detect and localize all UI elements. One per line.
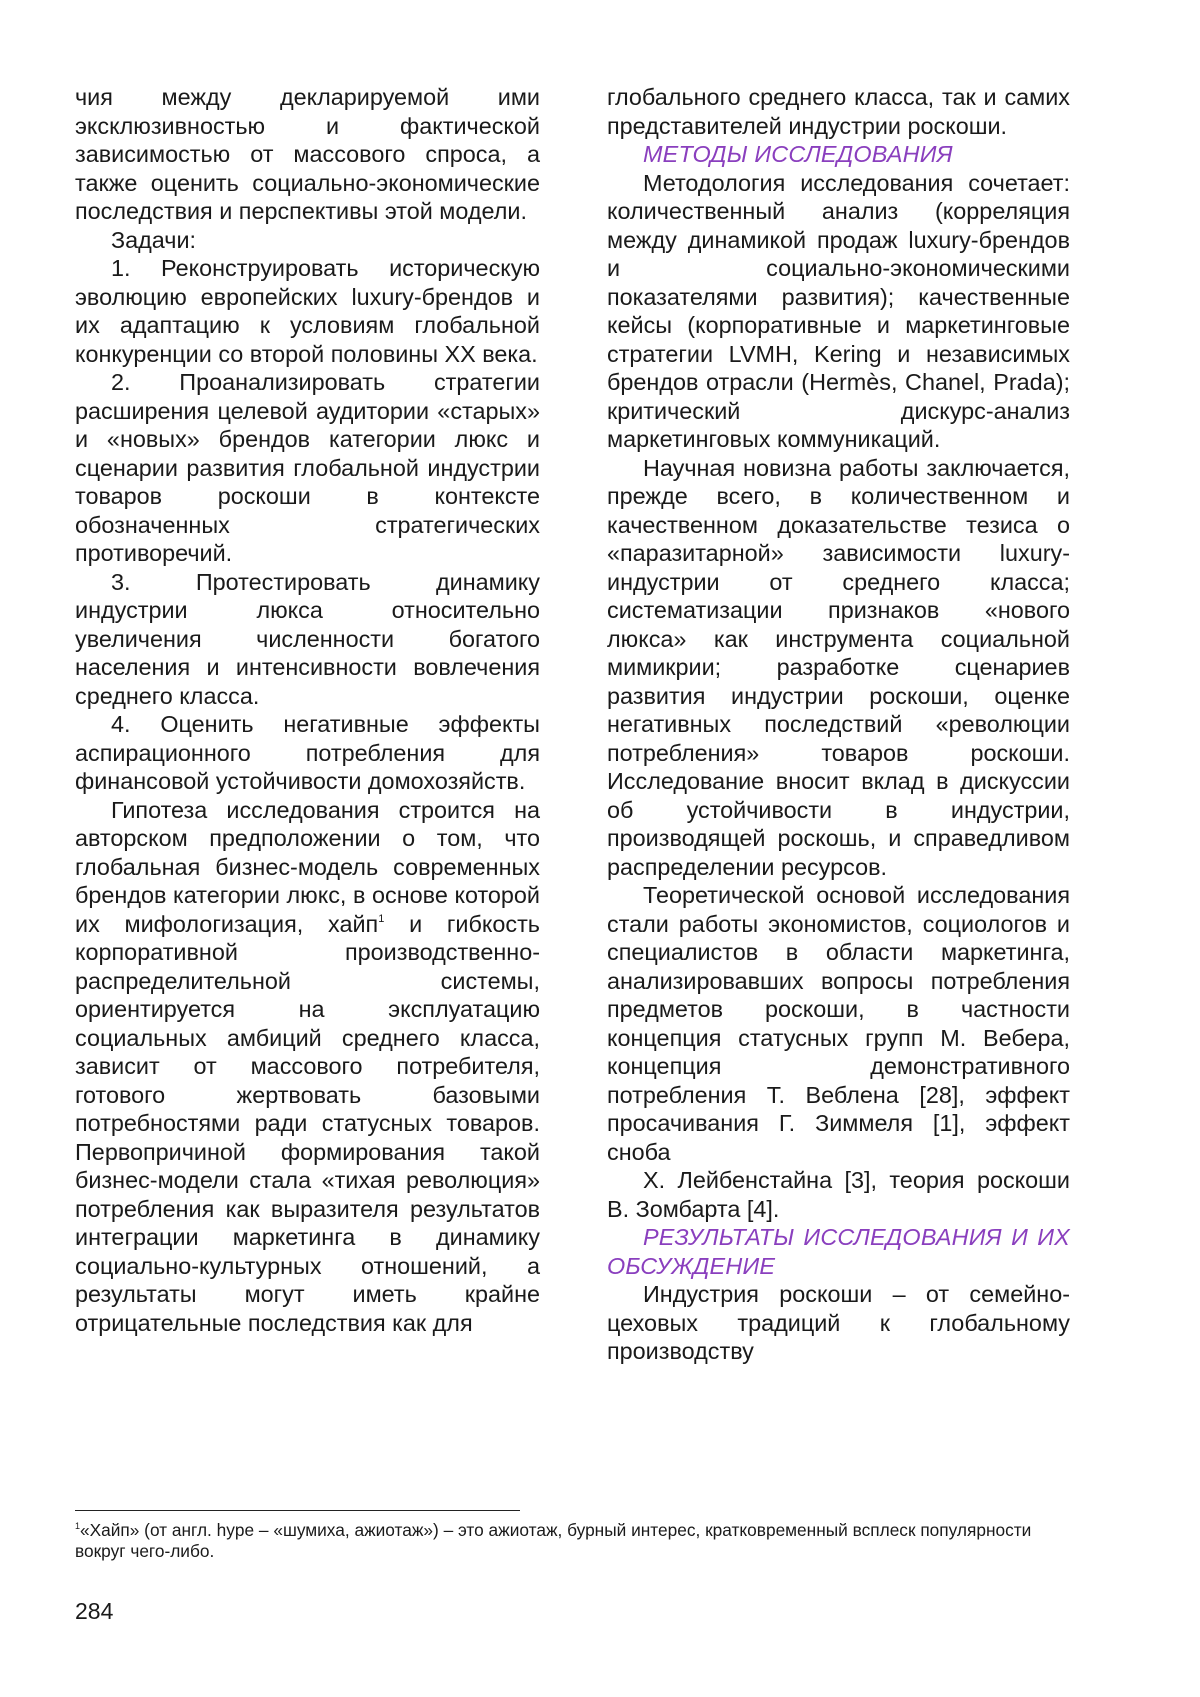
task-1: 1. Реконструировать историческую эволюцию европейских luxury-брендов и их адаптацию к условиям глобальной конкуренции со второй половины XX века. — [75, 255, 540, 367]
novelty-paragraph: Научная новизна работы заключается, прежде всего, в количественном и качественном доказательстве тезиса о «паразитарной» зависимости luxury-индустрии от среднего класса; систематизации признаков «нового люкса» как инструмента социальной мимикрии; разработке сценариев развития индустрии роскоши, оценке негативных последствий «революции потребления» товаров роскоши. Исследование вносит вклад в дискуссии об устойчивости в индустрии, производящей роскошь, и справедливом распределении ресурсов. — [607, 454, 1070, 880]
footnote-text: «Хайп» (от англ. hype – «шумиха, ажиотаж») – это ажиотаж, бурный интерес, кратковременный всплеск популярности вокруг чего-либо. — [75, 1520, 1032, 1561]
section-heading-results: РЕЗУЛЬТАТЫ ИССЛЕДОВАНИЯ И ИХ ОБСУЖДЕНИЕ — [607, 1224, 1070, 1279]
task-4: 4. Оценить негативные эффекты аспирационного потребления для финансовой устойчивости домохозяйств. — [75, 711, 540, 794]
results-paragraph: Индустрия роскоши – от семейно-цеховых традиций к глобальному производству — [607, 1281, 1070, 1364]
right-column — [607, 83, 1070, 1366]
hypothesis-paragraph — [75, 796, 540, 1338]
paragraph-continuation: глобального среднего класса, так и самих представителей индустрии роскоши. — [607, 84, 1070, 139]
footnote-marker: 1 — [75, 1521, 81, 1531]
section-heading-methods: МЕТОДЫ ИССЛЕДОВАНИЯ — [643, 141, 953, 167]
tasks-label: Задачи: — [111, 226, 197, 253]
task-3: 3. Протестировать динамику индустрии люкса относительно увеличения численности богатого населения и интенсивности вовлечения среднего класса. — [75, 568, 540, 709]
theory-paragraph: Теоретической основой исследования стали работы экономистов, социологов и специалистов в области маркетинга, анализировавших вопросы потребления предметов роскоши, в частности концепция статусных групп М. Вебера, концепция демонстративного потребления Т. Веблена [28], эффект просачивания Г. Зиммеля [1], эффект сноба — [607, 882, 1070, 1165]
left-column — [75, 83, 540, 1337]
footnote-divider — [75, 1510, 520, 1511]
theory-paragraph-end: Х. Лейбенстайна [3], теория роскоши В. Зомбарта [4]. — [607, 1167, 1070, 1222]
methodology-paragraph: Методология исследования сочетает: количественный анализ (корреляция между динамикой продаж luxury-брендов и социально-экономическими показателями развития); качественные кейсы (корпоративные и маркетинговые стратегии LVMH, Kering и независимых брендов отрасли (Hermès, Chanel, Prada); критический дискурс-анализ маркетинговых коммуникаций. — [607, 169, 1070, 452]
paragraph-intro-continuation: чия между декларируемой ими эксклюзивностью и фактической зависимостью от массового спроса, а также оценить социально-экономические последствия и перспективы этой модели. — [75, 84, 540, 224]
page-number: 284 — [75, 1598, 114, 1624]
footnote — [75, 1520, 1075, 1562]
footnote-reference[interactable]: 1 — [378, 912, 385, 925]
task-2: 2. Проанализировать стратегии расширения целевой аудитории «старых» и «новых» брендов категории люкс и сценарии развития глобальной индустрии товаров роскоши в контексте обозначенных стратегических противоречий. — [75, 369, 540, 566]
hypothesis-text-b: и гибкость корпоративной производственно-распределительной системы, ориентируется на эксплуатацию социальных амбиций среднего класса, зависит от массового потребителя, готового жертвовать базовыми потребностями ради статусных товаров. Первопричиной формирования такой бизнес-модели стала «тихая революция» потребления как выразителя результатов интеграции маркетинга в динамику социально-культурных отношений, а результаты могут иметь крайне отрицательные последствия как для — [75, 910, 540, 1336]
hypothesis-text-a: Гипотеза исследования строится на авторском предположении о том, что глобальная бизнес-модель современных брендов категории люкс, в основе которой их мифологизация, хайп — [75, 796, 540, 937]
